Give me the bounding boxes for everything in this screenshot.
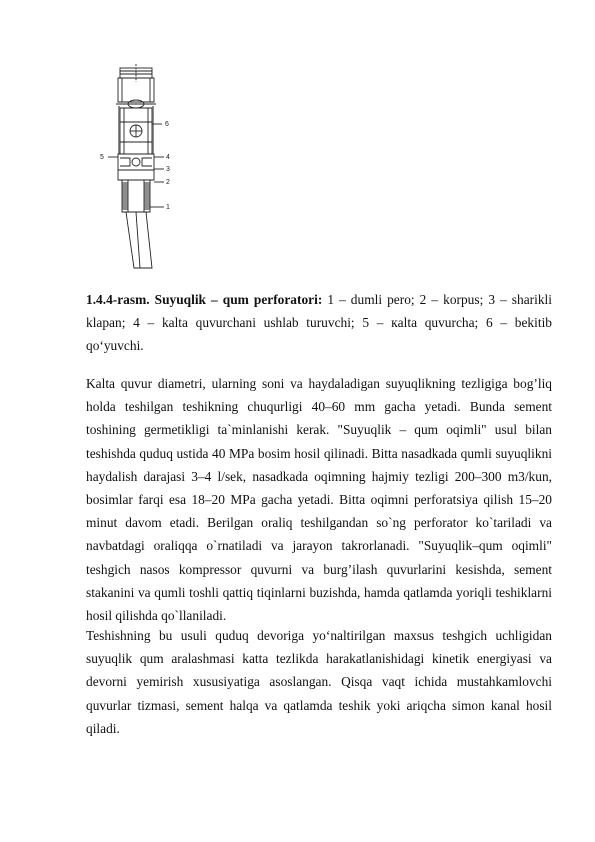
label-2: 2 bbox=[166, 179, 170, 186]
paragraph-1: Kalta quvur diametri, ularning soni va haydaladigan suyuqlikning tezligiga bog’liq holda teshilgan teshikning chuqurligi 40–60 mm gacha yetadi. Bunda sement toshining germetikligi ta`minlanishi kerak. "Suyuqlik – qum oqimli" usul bilan teshishda quduq ustida 40 MPa bosim hosil qilinadi. Bitta nasadkada qumli suyuqlikni haydalish darajasi 3–4 l/sek, nasadkada oqimning hajmiy tezligi 200–300 m3/kun, bosimlar farqi esa 18–20 MPa gacha yetadi. Bitta oqimni perforatsiya qilish 15–20 minut davom etadi. Berilgan oraliq teshilgandan so`ng perforator ko`tariladi va navbatdagi oraliqqa o`rnatiladi va jarayon takrorlanadi. "Suyuqlik–qum oqimli" teshgich nasos kompressor quvurni va burg’ilash quvurlarini kesishda, sement stakanini va qumli toshli qattiq tiqinlarni buzishda, hamda qatlamda yoriqli teshiklarni hosil qilishda qo`llaniladi. bbox=[86, 376, 552, 624]
caption-title: 1.4.4-rasm. Suyuqlik – qum perforatori: bbox=[86, 292, 323, 307]
label-4: 4 bbox=[166, 154, 170, 161]
label-1: 1 bbox=[166, 204, 170, 211]
label-6: 6 bbox=[165, 121, 169, 128]
perforator-diagram bbox=[96, 62, 186, 274]
caption-text: 1 – dumli pero; 2 – korpus; 3 – sharikli klapan; 4 – kalta quvurchani ushlab turuvchi; 5 – кalta quvurcha; 6 – bekitib qo‘yuvchi. bbox=[86, 292, 552, 354]
paragraph-2: Teshishning bu usuli quduq devoriga yo‘naltirilgan maxsus teshgich uchligidan suyuqlik qum aralashmasi katta tezlikda harakatlanishidagi kinetik energiyasi va devorni yemirish xususiyatiga asoslangan. Qisqa vaqt ichida mustahkamlovchi quvurlar tizmasi, sement halqa va qatlamda teshik yoki ariqcha simon kanal hosil qiladi. bbox=[86, 628, 552, 736]
figure-caption bbox=[86, 288, 552, 358]
label-3: 3 bbox=[166, 166, 170, 173]
label-5: 5 bbox=[100, 154, 104, 161]
